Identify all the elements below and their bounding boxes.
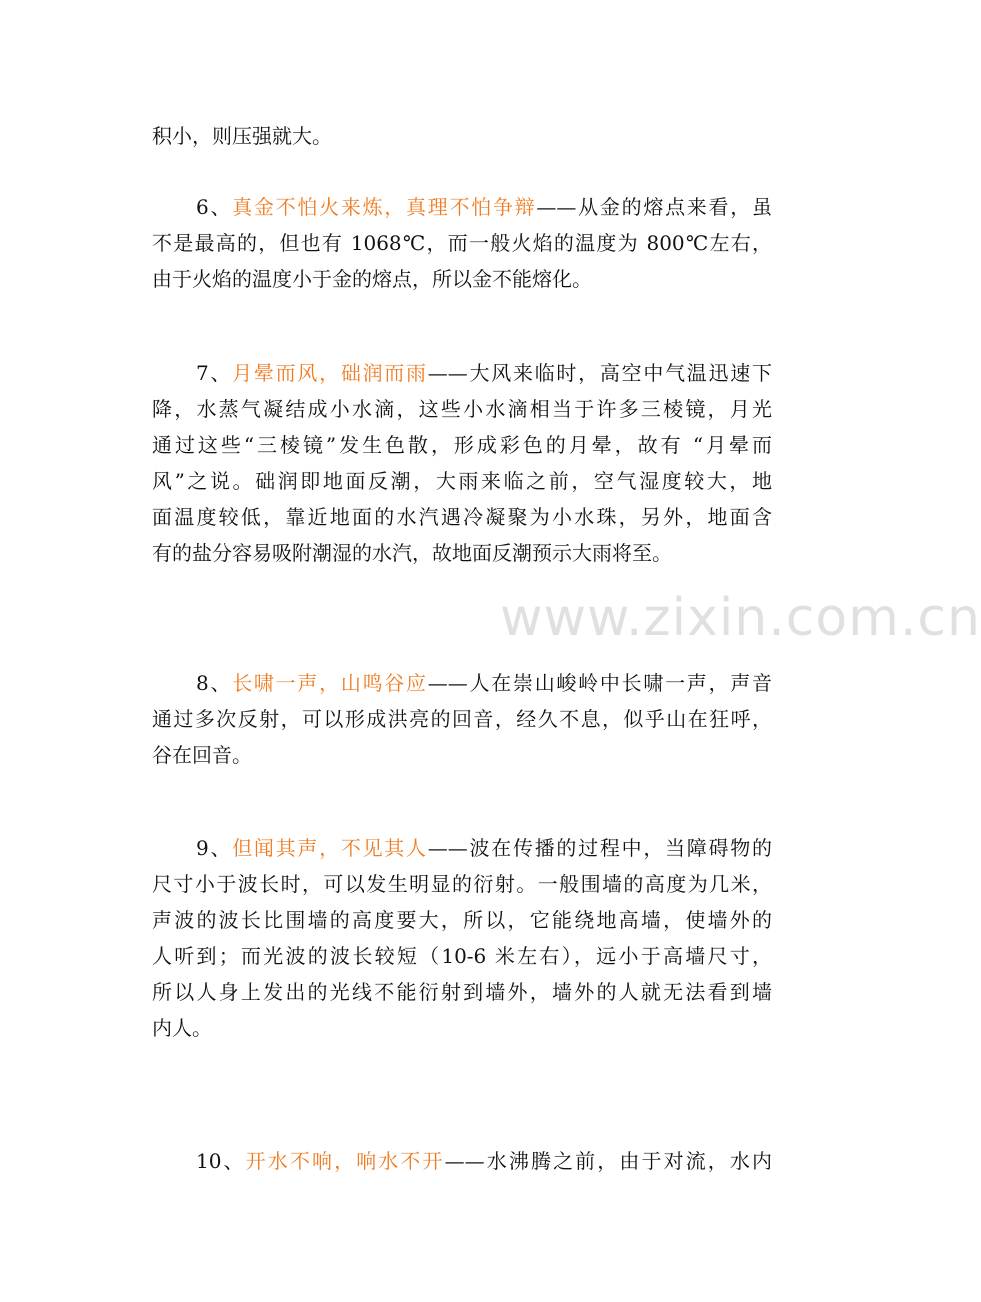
item-number: 8、 — [196, 671, 233, 695]
text-line: 所以人身上发出的光线不能衍射到墙外，墙外的人就无法看到墙 — [152, 980, 772, 1004]
paragraph-5-tail — [152, 118, 772, 154]
text-line: 谷在回音。 — [152, 743, 252, 767]
item-number: 9、 — [196, 836, 233, 860]
text-line — [152, 355, 772, 391]
idiom-highlight: 真金不怕火来炼，真理不怕争辩 — [232, 195, 537, 219]
idiom-highlight: 月晕而风，础润而雨 — [232, 361, 428, 385]
explanation-text: ——人在崇山峻岭中长啸一声，声音 — [427, 671, 772, 695]
text-line: 面温度较低，靠近地面的水汽遇冷凝聚为小水珠，另外，地面含 — [152, 505, 772, 529]
text-line: 人听到；而光波的波长较短（10-6 米左右），远小于高墙尺寸， — [152, 944, 772, 968]
paragraph-8 — [152, 665, 772, 773]
text-line: 通过这些“三棱镜”发生色散，形成彩色的月晕，故有 “月晕而 — [152, 433, 772, 457]
explanation-text: ——从金的熔点来看，虽 — [536, 195, 772, 219]
text-line: 有的盐分容易吸附潮湿的水汽，故地面反潮预示大雨将至。 — [152, 541, 672, 565]
text-line: 内人。 — [152, 1016, 212, 1040]
text-line — [152, 189, 772, 225]
text-line: 不是最高的，但也有 1068℃，而一般火焰的温度为 800℃左右， — [152, 231, 772, 255]
text-line — [152, 830, 772, 866]
explanation-text: ——水沸腾之前，由于对流，水内 — [444, 1149, 773, 1173]
paragraph-10 — [152, 1143, 772, 1179]
text-line: 积小，则压强就大。 — [152, 124, 332, 148]
explanation-text: ——大风来临时，高空中气温迅速下 — [427, 361, 772, 385]
item-number: 6、 — [196, 195, 233, 219]
text-line: 由于火焰的温度小于金的熔点，所以金不能熔化。 — [152, 267, 592, 291]
idiom-highlight: 开水不响，响水不开 — [245, 1149, 445, 1173]
item-number: 10、 — [196, 1149, 246, 1173]
idiom-highlight: 但闻其声，不见其人 — [232, 836, 428, 860]
paragraph-7 — [152, 355, 772, 571]
text-line: 风”之说。础润即地面反潮，大雨来临之前，空气湿度较大，地 — [152, 469, 772, 493]
text-line: 声波的波长比围墙的高度要大，所以，它能绕地高墙，使墙外的 — [152, 908, 772, 932]
text-line: 降，水蒸气凝结成小水滴，这些小水滴相当于许多三棱镜，月光 — [152, 397, 772, 421]
item-number: 7、 — [196, 361, 233, 385]
text-line — [152, 665, 772, 701]
explanation-text: ——波在传播的过程中，当障碍物的 — [427, 836, 772, 860]
text-line: 通过多次反射，可以形成洪亮的回音，经久不息，似乎山在狂呼， — [152, 707, 772, 731]
paragraph-9 — [152, 830, 772, 1046]
paragraph-6 — [152, 189, 772, 297]
text-line: 尺寸小于波长时，可以发生明显的衍射。一般围墙的高度为几米， — [152, 872, 772, 896]
text-line — [152, 1143, 772, 1179]
idiom-highlight: 长啸一声，山鸣谷应 — [232, 671, 428, 695]
watermark: www.zixin.com.cn — [500, 588, 981, 648]
